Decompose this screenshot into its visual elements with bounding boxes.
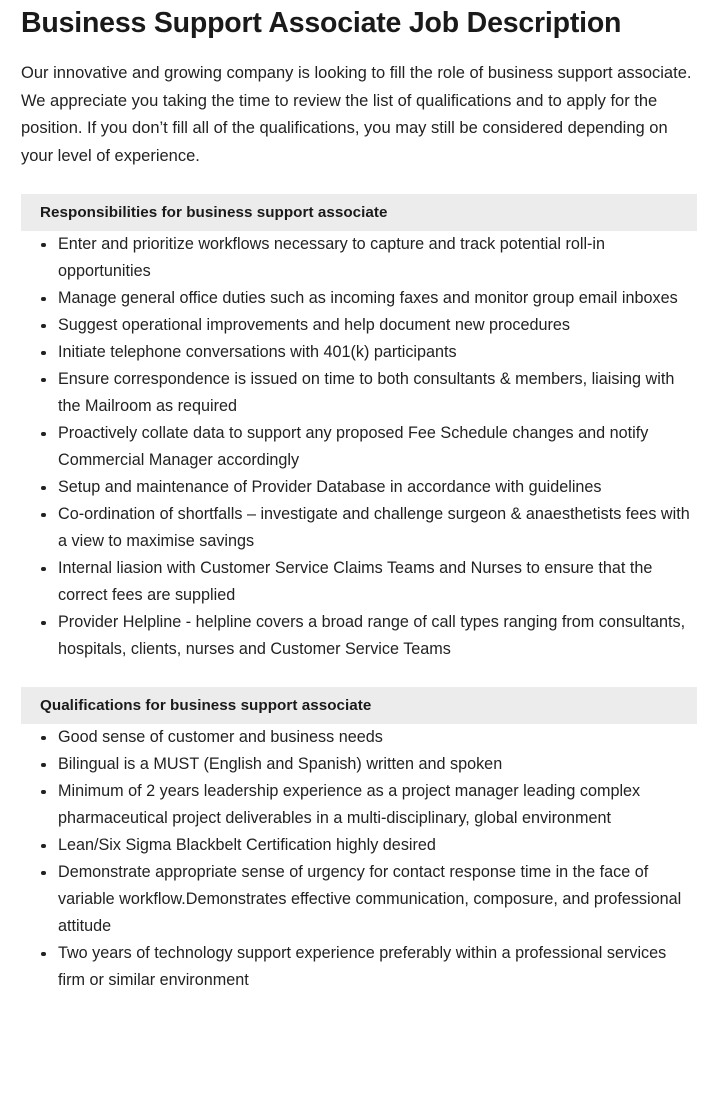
page-title: Business Support Associate Job Description bbox=[21, 7, 622, 39]
qualifications-list bbox=[0, 724, 720, 994]
list-item: Setup and maintenance of Provider Database in accordance with guidelines bbox=[0, 474, 720, 501]
section-qualifications bbox=[0, 687, 720, 994]
responsibilities-list bbox=[0, 231, 720, 663]
intro-paragraph: Our innovative and growing company is looking to fill the role of business support associate. We appreciate you taking the time to review the list of qualifications and to apply for the position. If you don’t fill all of the qualifications, you may still be considered depending on your level of experience. bbox=[21, 64, 692, 165]
list-item: Good sense of customer and business needs bbox=[0, 724, 720, 751]
list-item: Lean/Six Sigma Blackbelt Certification highly desired bbox=[0, 832, 720, 859]
list-item: Proactively collate data to support any proposed Fee Schedule changes and notify Commercial Manager accordingly bbox=[0, 420, 720, 474]
list-item: Provider Helpline - helpline covers a broad range of call types ranging from consultants, hospitals, clients, nurses and Customer Service Teams bbox=[0, 609, 720, 663]
list-item: Internal liasion with Customer Service Claims Teams and Nurses to ensure that the correct fees are supplied bbox=[0, 555, 720, 609]
section-header-label: Qualifications for business support associate bbox=[40, 697, 372, 714]
section-header-responsibilities bbox=[21, 194, 697, 231]
list-item: Ensure correspondence is issued on time to both consultants & members, liaising with the Mailroom as required bbox=[0, 366, 720, 420]
list-item: Bilingual is a MUST (English and Spanish) written and spoken bbox=[0, 751, 720, 778]
section-header-label: Responsibilities for business support associate bbox=[40, 204, 388, 221]
list-item: Initiate telephone conversations with 401(k) participants bbox=[0, 339, 720, 366]
list-item: Suggest operational improvements and help document new procedures bbox=[0, 312, 720, 339]
section-header-qualifications bbox=[21, 687, 697, 724]
section-responsibilities bbox=[0, 194, 720, 663]
list-item: Two years of technology support experience preferably within a professional services firm or similar environment bbox=[0, 940, 720, 994]
list-item: Demonstrate appropriate sense of urgency for contact response time in the face of variable workflow.Demonstrates effective communication, composure, and professional attitude bbox=[0, 859, 720, 940]
list-item: Minimum of 2 years leadership experience as a project manager leading complex pharmaceutical project deliverables in a multi-disciplinary, global environment bbox=[0, 778, 720, 832]
list-item: Enter and prioritize workflows necessary to capture and track potential roll-in opportunities bbox=[0, 231, 720, 285]
list-item: Manage general office duties such as incoming faxes and monitor group email inboxes bbox=[0, 285, 720, 312]
list-item: Co-ordination of shortfalls – investigate and challenge surgeon & anaesthetists fees with a view to maximise savings bbox=[0, 501, 720, 555]
